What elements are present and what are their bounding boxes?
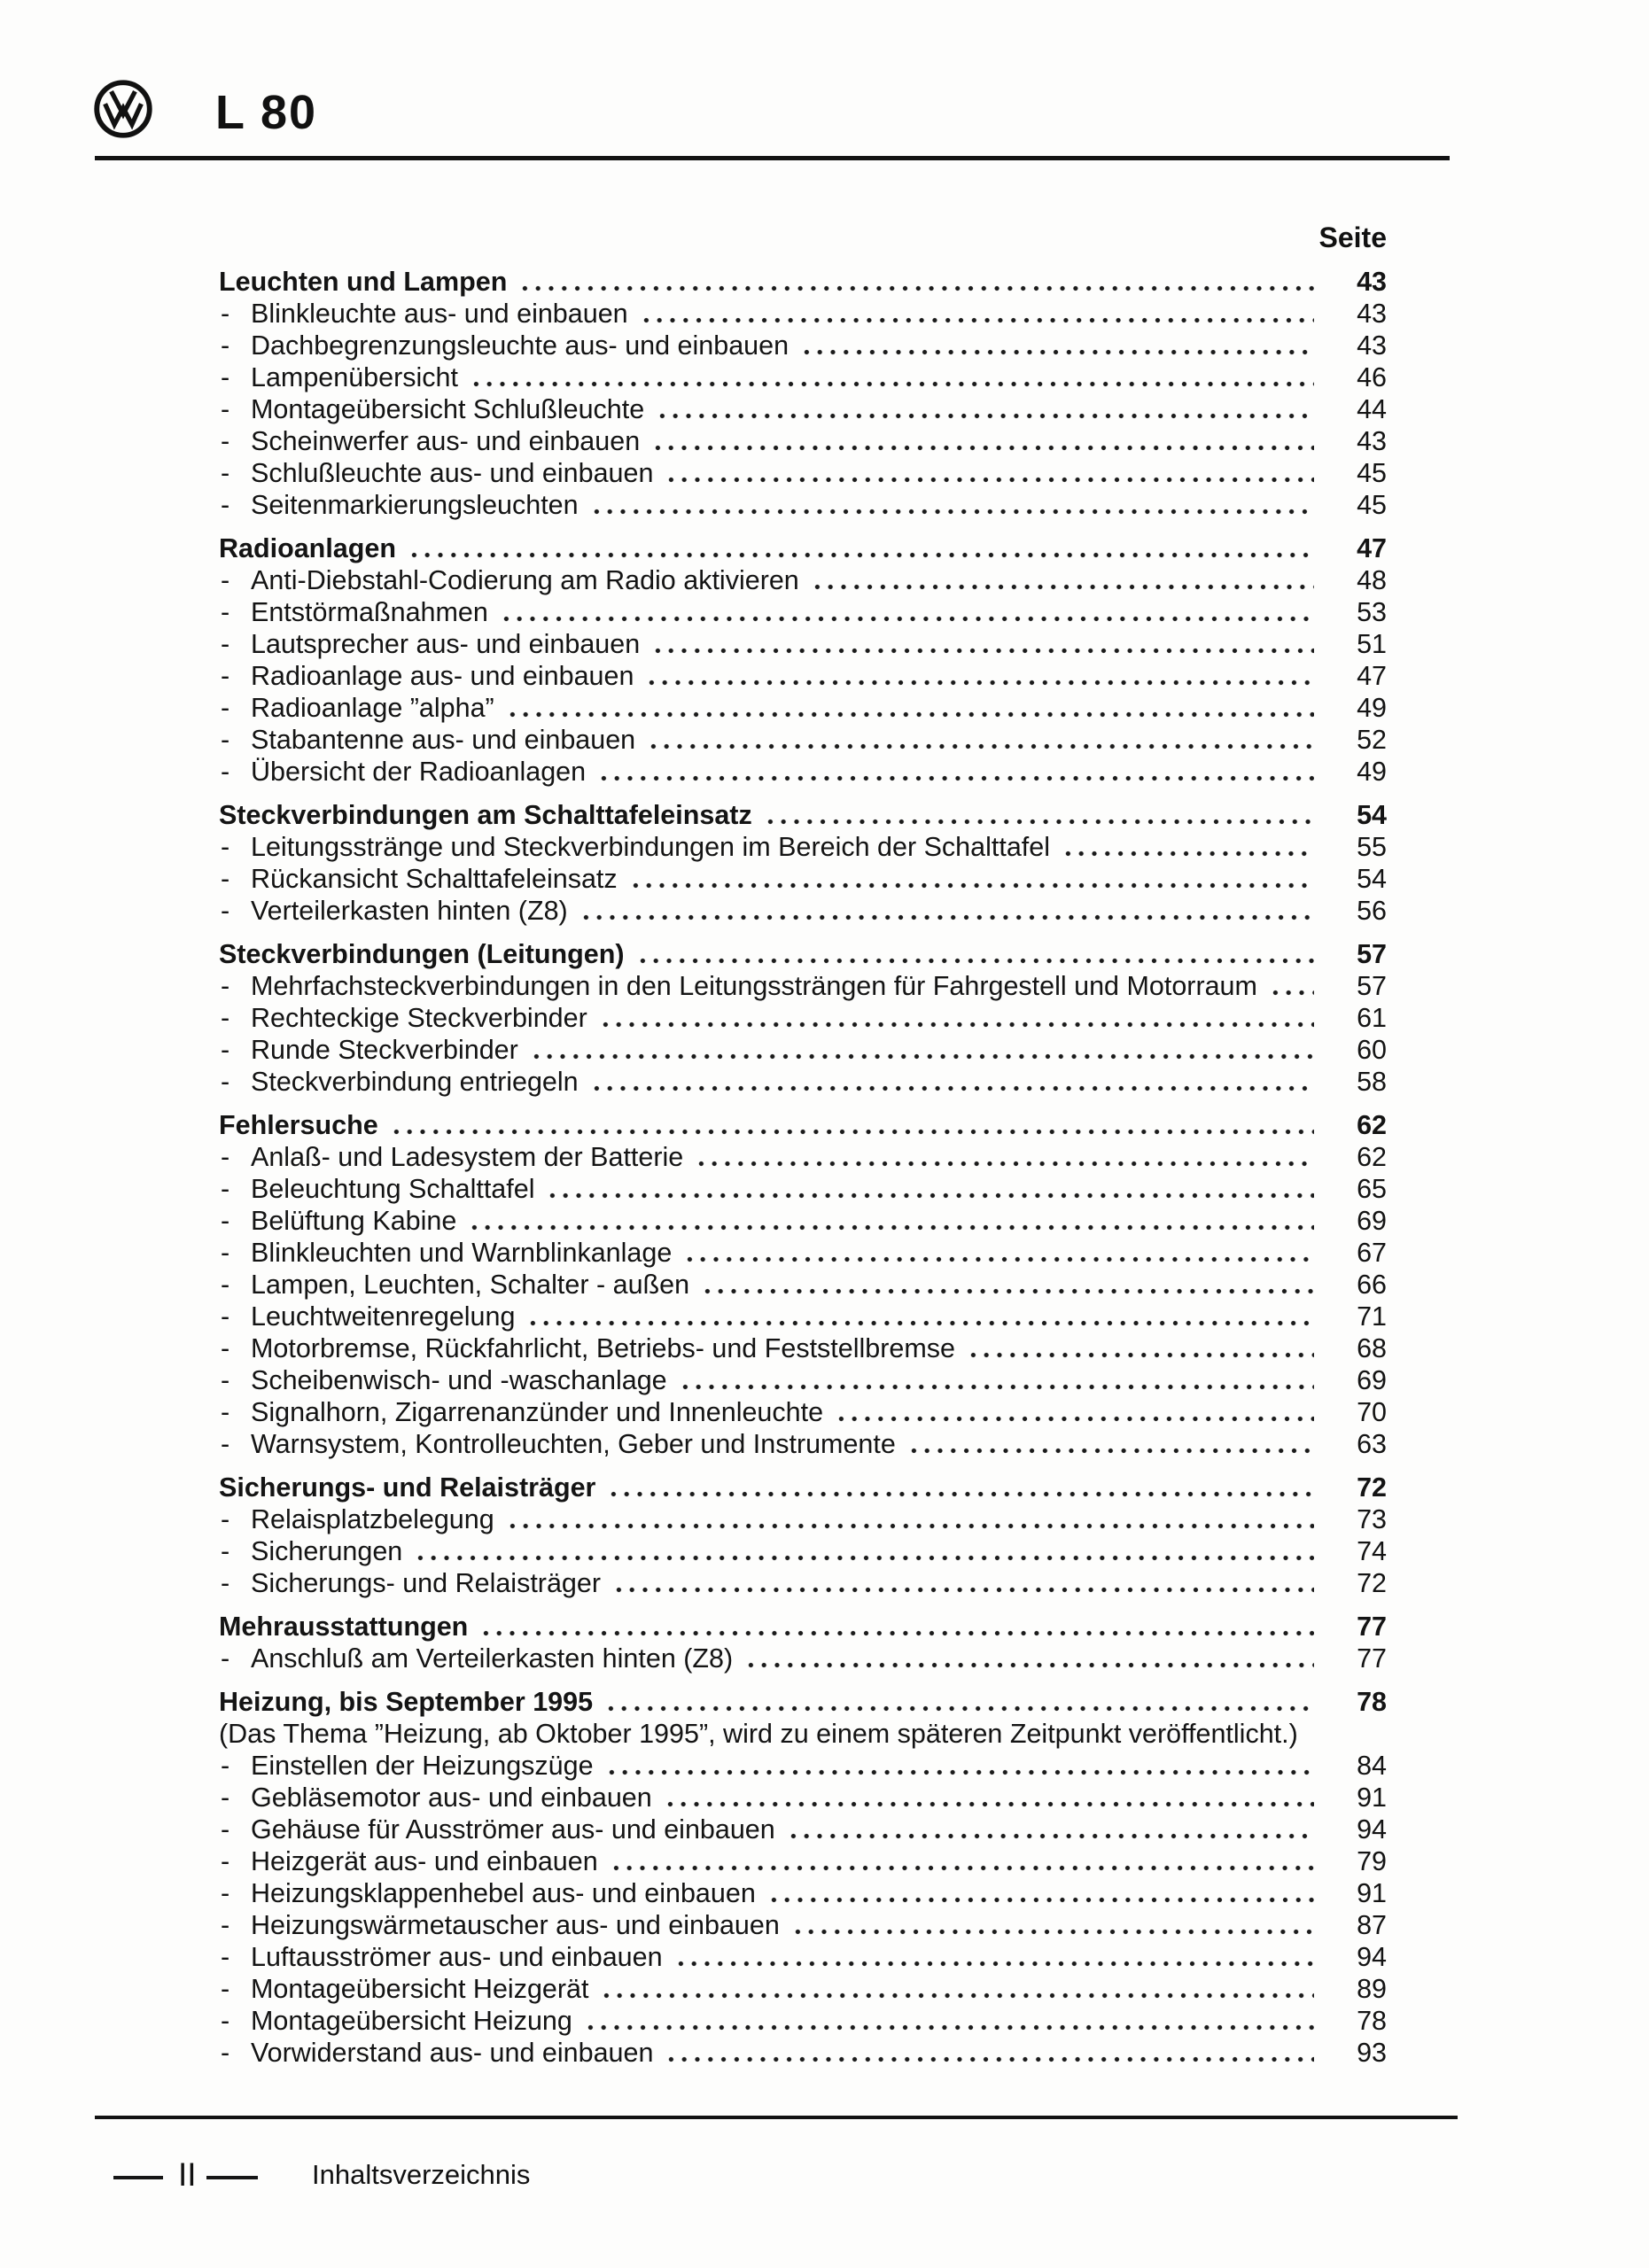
toc-item-row bbox=[219, 564, 1387, 596]
section-title: Radioanlagen bbox=[219, 533, 396, 563]
item-page-number: 43 bbox=[1357, 330, 1387, 361]
item-bullet: - bbox=[221, 1429, 230, 1459]
toc-item-row bbox=[219, 1941, 1387, 1973]
item-bullet: - bbox=[221, 693, 230, 723]
toc-item-row bbox=[219, 724, 1387, 756]
toc-section bbox=[219, 1686, 1387, 2069]
toc-item-label: Stabantenne aus- und einbauen bbox=[251, 725, 636, 755]
item-bullet: - bbox=[221, 1270, 230, 1300]
toc-item-label: Blinkleuchte aus- und einbauen bbox=[251, 299, 628, 329]
toc-item-label: Montageübersicht Heizung bbox=[251, 2006, 572, 2036]
toc-item-row bbox=[219, 596, 1387, 628]
dot-leader bbox=[665, 2055, 1314, 2063]
item-bullet: - bbox=[221, 426, 230, 456]
toc-item-label: Seitenmarkierungsleuchten bbox=[251, 490, 579, 520]
toc-item-row bbox=[219, 361, 1387, 393]
section-page-number: 54 bbox=[1357, 800, 1387, 830]
toc-item-label: Mehrfachsteckverbindungen in den Leitungssträngen für Fahrgestell und Motorraum bbox=[251, 971, 1257, 1001]
toc-item-row bbox=[219, 1503, 1387, 1535]
section-title: Fehlersuche bbox=[219, 1110, 378, 1140]
toc-item-row bbox=[219, 692, 1387, 724]
toc-item-label: Radioanlage ”alpha” bbox=[251, 693, 494, 723]
item-bullet: - bbox=[221, 1238, 230, 1268]
toc-item-row bbox=[219, 425, 1387, 457]
toc-item-row bbox=[219, 1141, 1387, 1173]
toc-item-row bbox=[219, 1973, 1387, 2005]
toc-item-label: Sicherungen bbox=[251, 1536, 403, 1566]
item-bullet: - bbox=[221, 1035, 230, 1065]
item-bullet: - bbox=[221, 2006, 230, 2036]
dot-leader bbox=[506, 1522, 1314, 1530]
footer-page-number: II bbox=[178, 2156, 197, 2193]
toc-item-row bbox=[219, 1428, 1387, 1460]
item-bullet: - bbox=[221, 1365, 230, 1395]
item-page-number: 45 bbox=[1357, 490, 1387, 520]
item-bullet: - bbox=[221, 2038, 230, 2068]
toc-item-row bbox=[219, 298, 1387, 330]
footer-rule bbox=[95, 2116, 1458, 2119]
item-page-number: 45 bbox=[1357, 458, 1387, 488]
dot-leader bbox=[590, 508, 1314, 516]
section-page-number: 72 bbox=[1357, 1472, 1387, 1503]
item-bullet: - bbox=[221, 1974, 230, 2004]
item-page-number: 77 bbox=[1357, 1643, 1387, 1674]
dot-leader bbox=[612, 1586, 1314, 1594]
dot-leader bbox=[907, 1447, 1314, 1455]
item-bullet: - bbox=[221, 490, 230, 520]
toc-item-label: Sicherungs- und Relaisträger bbox=[251, 1568, 602, 1598]
dot-leader bbox=[791, 1928, 1314, 1936]
model-title: L 80 bbox=[215, 86, 318, 139]
item-page-number: 91 bbox=[1357, 1783, 1387, 1813]
item-page-number: 57 bbox=[1357, 971, 1387, 1001]
toc-item-row bbox=[219, 863, 1387, 895]
toc-section bbox=[219, 1611, 1387, 1674]
vw-logo-icon bbox=[92, 78, 154, 140]
toc-item-label: Lautsprecher aus- und einbauen bbox=[251, 629, 641, 659]
toc-item-row bbox=[219, 1877, 1387, 1909]
item-page-number: 94 bbox=[1357, 1814, 1387, 1845]
item-page-number: 65 bbox=[1357, 1174, 1387, 1204]
toc-section-row bbox=[219, 799, 1387, 831]
dot-leader bbox=[665, 476, 1314, 484]
item-bullet: - bbox=[221, 757, 230, 787]
toc-item-label: Anti-Diebstahl-Codierung am Radio aktivieren bbox=[251, 565, 799, 595]
item-page-number: 93 bbox=[1357, 2038, 1387, 2068]
dot-leader bbox=[800, 348, 1314, 356]
toc-item-label: Lampen, Leuchten, Schalter - außen bbox=[251, 1270, 690, 1300]
toc-item-label: Anschluß am Verteilerkasten hinten (Z8) bbox=[251, 1643, 734, 1674]
item-page-number: 61 bbox=[1357, 1003, 1387, 1033]
toc-item-label: Leitungsstränge und Steckverbindungen im Bereich der Schalttafel bbox=[251, 832, 1050, 862]
toc-item-row bbox=[219, 1332, 1387, 1364]
toc-section-row bbox=[219, 532, 1387, 564]
item-page-number: 63 bbox=[1357, 1429, 1387, 1459]
dot-leader bbox=[546, 1192, 1314, 1200]
toc-item-row bbox=[219, 330, 1387, 361]
toc-item-label: Entstörmaßnahmen bbox=[251, 597, 488, 627]
item-page-number: 73 bbox=[1357, 1504, 1387, 1534]
toc-item-row bbox=[219, 895, 1387, 927]
footer-dash-left bbox=[113, 2176, 163, 2179]
dot-leader bbox=[479, 1629, 1314, 1637]
toc-item-label: Heizungswärmetauscher aus- und einbauen bbox=[251, 1910, 780, 1940]
item-page-number: 70 bbox=[1357, 1397, 1387, 1427]
toc-item-label: Verteilerkasten hinten (Z8) bbox=[251, 896, 568, 926]
item-page-number: 56 bbox=[1357, 896, 1387, 926]
section-title: Steckverbindungen (Leitungen) bbox=[219, 939, 625, 969]
dot-leader bbox=[470, 380, 1314, 388]
dot-leader bbox=[599, 1021, 1314, 1029]
page-column-label: Seite bbox=[1318, 221, 1387, 253]
dot-leader bbox=[695, 1160, 1314, 1168]
toc-section-row bbox=[219, 1611, 1387, 1643]
item-page-number: 47 bbox=[1357, 661, 1387, 691]
item-bullet: - bbox=[221, 1846, 230, 1876]
footer-dash-right bbox=[206, 2176, 258, 2179]
item-page-number: 49 bbox=[1357, 693, 1387, 723]
item-bullet: - bbox=[221, 1206, 230, 1236]
item-page-number: 53 bbox=[1357, 597, 1387, 627]
section-note: (Das Thema ”Heizung, ab Oktober 1995”, wird zu einem späteren Zeitpunkt veröffentlicht.) bbox=[219, 1719, 1298, 1749]
dot-leader bbox=[408, 551, 1314, 559]
toc-section bbox=[219, 532, 1387, 788]
toc-item-row bbox=[219, 756, 1387, 788]
toc-item-label: Luftausströmer aus- und einbauen bbox=[251, 1942, 663, 1972]
item-bullet: - bbox=[221, 661, 230, 691]
toc-item-row bbox=[219, 970, 1387, 1002]
toc-item-row bbox=[219, 1567, 1387, 1599]
toc-section bbox=[219, 1472, 1387, 1599]
toc-item-row bbox=[219, 1814, 1387, 1845]
toc-item-row bbox=[219, 1034, 1387, 1066]
toc-item-row bbox=[219, 1301, 1387, 1332]
item-bullet: - bbox=[221, 1878, 230, 1908]
item-bullet: - bbox=[221, 1003, 230, 1033]
toc-item-label: Motorbremse, Rückfahrlicht, Betriebs- und Feststellbremse bbox=[251, 1333, 955, 1363]
toc-item-row bbox=[219, 457, 1387, 489]
item-bullet: - bbox=[221, 832, 230, 862]
item-bullet: - bbox=[221, 1751, 230, 1781]
dot-leader bbox=[506, 711, 1314, 718]
section-title: Steckverbindungen am Schalttafeleinsatz bbox=[219, 800, 752, 830]
dot-leader bbox=[584, 2023, 1314, 2031]
dot-leader bbox=[647, 742, 1314, 750]
dot-leader bbox=[526, 1319, 1314, 1327]
item-page-number: 68 bbox=[1357, 1333, 1387, 1363]
item-bullet: - bbox=[221, 1536, 230, 1566]
item-page-number: 89 bbox=[1357, 1974, 1387, 2004]
toc-item-label: Scheinwerfer aus- und einbauen bbox=[251, 426, 641, 456]
item-page-number: 55 bbox=[1357, 832, 1387, 862]
dot-leader bbox=[590, 1084, 1314, 1092]
item-page-number: 67 bbox=[1357, 1238, 1387, 1268]
dot-leader bbox=[1062, 850, 1314, 858]
item-page-number: 78 bbox=[1357, 2006, 1387, 2036]
item-page-number: 43 bbox=[1357, 426, 1387, 456]
toc-item-row bbox=[219, 1535, 1387, 1567]
item-bullet: - bbox=[221, 1910, 230, 1940]
section-title: Mehrausstattungen bbox=[219, 1612, 469, 1642]
section-title: Sicherungs- und Relaisträger bbox=[219, 1472, 596, 1503]
item-page-number: 74 bbox=[1357, 1536, 1387, 1566]
section-page-number: 57 bbox=[1357, 939, 1387, 969]
item-page-number: 52 bbox=[1357, 725, 1387, 755]
item-page-number: 51 bbox=[1357, 629, 1387, 659]
toc-item-label: Gehäuse für Ausströmer aus- und einbauen bbox=[251, 1814, 775, 1845]
toc-item-row bbox=[219, 1205, 1387, 1237]
toc-item-label: Rückansicht Schalttafeleinsatz bbox=[251, 864, 618, 894]
dot-leader bbox=[597, 774, 1314, 782]
toc-section-row bbox=[219, 938, 1387, 970]
toc-item-row bbox=[219, 1750, 1387, 1782]
footer-section-label: Inhaltsverzeichnis bbox=[312, 2159, 531, 2190]
toc-item-row bbox=[219, 1066, 1387, 1098]
item-page-number: 44 bbox=[1357, 394, 1387, 424]
item-bullet: - bbox=[221, 629, 230, 659]
toc-item-label: Heizungsklappenhebel aus- und einbauen bbox=[251, 1878, 756, 1908]
toc-item-label: Montageübersicht Heizgerät bbox=[251, 1974, 589, 2004]
toc-item-row bbox=[219, 831, 1387, 863]
toc-note-row bbox=[219, 1718, 1387, 1750]
item-bullet: - bbox=[221, 1067, 230, 1097]
toc-item-label: Vorwiderstand aus- und einbauen bbox=[251, 2038, 654, 2068]
toc-item-label: Heizgerät aus- und einbauen bbox=[251, 1846, 598, 1876]
item-bullet: - bbox=[221, 1174, 230, 1204]
dot-leader bbox=[811, 583, 1314, 591]
dot-leader bbox=[629, 882, 1314, 889]
toc-item-row bbox=[219, 393, 1387, 425]
toc-item-row bbox=[219, 1173, 1387, 1205]
item-page-number: 69 bbox=[1357, 1365, 1387, 1395]
item-bullet: - bbox=[221, 362, 230, 392]
dot-leader bbox=[744, 1661, 1314, 1669]
toc-item-label: Rechteckige Steckverbinder bbox=[251, 1003, 587, 1033]
dot-leader bbox=[701, 1287, 1314, 1295]
item-bullet: - bbox=[221, 1568, 230, 1598]
item-page-number: 72 bbox=[1357, 1568, 1387, 1598]
dot-leader bbox=[651, 647, 1314, 655]
section-title: Leuchten und Lampen bbox=[219, 267, 508, 297]
dot-leader bbox=[414, 1554, 1314, 1562]
toc-item-row bbox=[219, 2037, 1387, 2069]
toc-item-label: Radioanlage aus- und einbauen bbox=[251, 661, 634, 691]
toc-item-label: Lampenübersicht bbox=[251, 362, 458, 392]
toc-section bbox=[219, 266, 1387, 521]
item-page-number: 71 bbox=[1357, 1301, 1387, 1332]
dot-leader bbox=[664, 1800, 1314, 1808]
toc-section-row bbox=[219, 1472, 1387, 1503]
item-bullet: - bbox=[221, 1397, 230, 1427]
item-bullet: - bbox=[221, 864, 230, 894]
section-page-number: 78 bbox=[1357, 1687, 1387, 1717]
toc-item-label: Anlaß- und Ladesystem der Batterie bbox=[251, 1142, 684, 1172]
item-bullet: - bbox=[221, 971, 230, 1001]
dot-leader bbox=[967, 1351, 1314, 1359]
toc-item-label: Schlußleuchte aus- und einbauen bbox=[251, 458, 654, 488]
dot-leader bbox=[530, 1052, 1314, 1060]
toc-section bbox=[219, 1109, 1387, 1460]
item-page-number: 66 bbox=[1357, 1270, 1387, 1300]
section-page-number: 77 bbox=[1357, 1612, 1387, 1642]
toc-item-row bbox=[219, 1782, 1387, 1814]
item-bullet: - bbox=[221, 299, 230, 329]
dot-leader bbox=[640, 316, 1314, 324]
toc-item-label: Blinkleuchten und Warnblinkanlage bbox=[251, 1238, 673, 1268]
item-bullet: - bbox=[221, 1643, 230, 1674]
toc-item-row bbox=[219, 1909, 1387, 1941]
toc-item-label: Montageübersicht Schlußleuchte bbox=[251, 394, 645, 424]
dot-leader bbox=[607, 1490, 1314, 1498]
item-bullet: - bbox=[221, 394, 230, 424]
toc-item-row bbox=[219, 1237, 1387, 1269]
toc-item-row bbox=[219, 628, 1387, 660]
table-of-contents bbox=[219, 266, 1387, 2069]
item-page-number: 60 bbox=[1357, 1035, 1387, 1065]
toc-item-label: Steckverbindung entriegeln bbox=[251, 1067, 579, 1097]
dot-leader bbox=[605, 1768, 1314, 1776]
header-rule bbox=[95, 156, 1450, 160]
toc-item-row bbox=[219, 2005, 1387, 2037]
item-bullet: - bbox=[221, 330, 230, 361]
item-page-number: 62 bbox=[1357, 1142, 1387, 1172]
toc-item-label: Warnsystem, Kontrolleuchten, Geber und Instrumente bbox=[251, 1429, 896, 1459]
dot-leader bbox=[610, 1864, 1314, 1872]
toc-section-row bbox=[219, 1686, 1387, 1718]
toc-item-label: Beleuchtung Schalttafel bbox=[251, 1174, 535, 1204]
toc-section-row bbox=[219, 266, 1387, 298]
item-bullet: - bbox=[221, 1814, 230, 1845]
toc-item-label: Dachbegrenzungsleuchte aus- und einbauen bbox=[251, 330, 789, 361]
toc-item-label: Signalhorn, Zigarrenanzünder und Innenleuchte bbox=[251, 1397, 824, 1427]
item-bullet: - bbox=[221, 1333, 230, 1363]
toc-section bbox=[219, 799, 1387, 927]
toc-item-label: Belüftung Kabine bbox=[251, 1206, 457, 1236]
dot-leader bbox=[500, 615, 1314, 623]
section-page-number: 62 bbox=[1357, 1110, 1387, 1140]
item-page-number: 79 bbox=[1357, 1846, 1387, 1876]
item-page-number: 69 bbox=[1357, 1206, 1387, 1236]
toc-item-label: Übersicht der Radioanlagen bbox=[251, 757, 587, 787]
item-bullet: - bbox=[221, 1942, 230, 1972]
toc-item-label: Leuchtweitenregelung bbox=[251, 1301, 516, 1332]
item-page-number: 58 bbox=[1357, 1067, 1387, 1097]
item-bullet: - bbox=[221, 1783, 230, 1813]
dot-leader bbox=[764, 818, 1314, 826]
section-page-number: 47 bbox=[1357, 533, 1387, 563]
dot-leader bbox=[787, 1832, 1314, 1840]
dot-leader bbox=[604, 1705, 1314, 1713]
item-page-number: 87 bbox=[1357, 1910, 1387, 1940]
item-page-number: 49 bbox=[1357, 757, 1387, 787]
toc-item-row bbox=[219, 660, 1387, 692]
dot-leader bbox=[636, 957, 1314, 965]
toc-item-row bbox=[219, 1845, 1387, 1877]
toc-item-row bbox=[219, 1002, 1387, 1034]
item-bullet: - bbox=[221, 458, 230, 488]
item-bullet: - bbox=[221, 1142, 230, 1172]
dot-leader bbox=[767, 1896, 1314, 1904]
dot-leader bbox=[656, 412, 1314, 420]
dot-leader bbox=[600, 1992, 1314, 2000]
toc-item-row bbox=[219, 1643, 1387, 1674]
toc-item-label: Relaisplatzbelegung bbox=[251, 1504, 494, 1534]
dot-leader bbox=[679, 1383, 1314, 1391]
toc-item-row bbox=[219, 489, 1387, 521]
dot-leader bbox=[468, 1223, 1314, 1231]
dot-leader bbox=[674, 1960, 1314, 1968]
dot-leader bbox=[518, 284, 1314, 292]
item-bullet: - bbox=[221, 565, 230, 595]
toc-item-label: Runde Steckverbinder bbox=[251, 1035, 518, 1065]
toc-section-row bbox=[219, 1109, 1387, 1141]
item-bullet: - bbox=[221, 896, 230, 926]
item-page-number: 54 bbox=[1357, 864, 1387, 894]
toc-item-label: Einstellen der Heizungszüge bbox=[251, 1751, 594, 1781]
item-page-number: 48 bbox=[1357, 565, 1387, 595]
item-page-number: 43 bbox=[1357, 299, 1387, 329]
dot-leader bbox=[1269, 989, 1314, 997]
dot-leader bbox=[579, 913, 1314, 921]
item-page-number: 84 bbox=[1357, 1751, 1387, 1781]
item-bullet: - bbox=[221, 1301, 230, 1332]
section-page-number: 43 bbox=[1357, 267, 1387, 297]
item-bullet: - bbox=[221, 597, 230, 627]
toc-item-label: Gebläsemotor aus- und einbauen bbox=[251, 1783, 652, 1813]
toc-item-row bbox=[219, 1396, 1387, 1428]
dot-leader bbox=[651, 444, 1314, 452]
toc-section bbox=[219, 938, 1387, 1098]
dot-leader bbox=[835, 1415, 1314, 1423]
section-title: Heizung, bis September 1995 bbox=[219, 1687, 594, 1717]
toc-item-label: Scheibenwisch- und -waschanlage bbox=[251, 1365, 667, 1395]
item-bullet: - bbox=[221, 1504, 230, 1534]
item-bullet: - bbox=[221, 725, 230, 755]
dot-leader bbox=[390, 1128, 1314, 1136]
toc-item-row bbox=[219, 1364, 1387, 1396]
dot-leader bbox=[683, 1255, 1314, 1263]
item-page-number: 46 bbox=[1357, 362, 1387, 392]
toc-item-row bbox=[219, 1269, 1387, 1301]
dot-leader bbox=[645, 679, 1314, 687]
item-page-number: 91 bbox=[1357, 1878, 1387, 1908]
item-page-number: 94 bbox=[1357, 1942, 1387, 1972]
